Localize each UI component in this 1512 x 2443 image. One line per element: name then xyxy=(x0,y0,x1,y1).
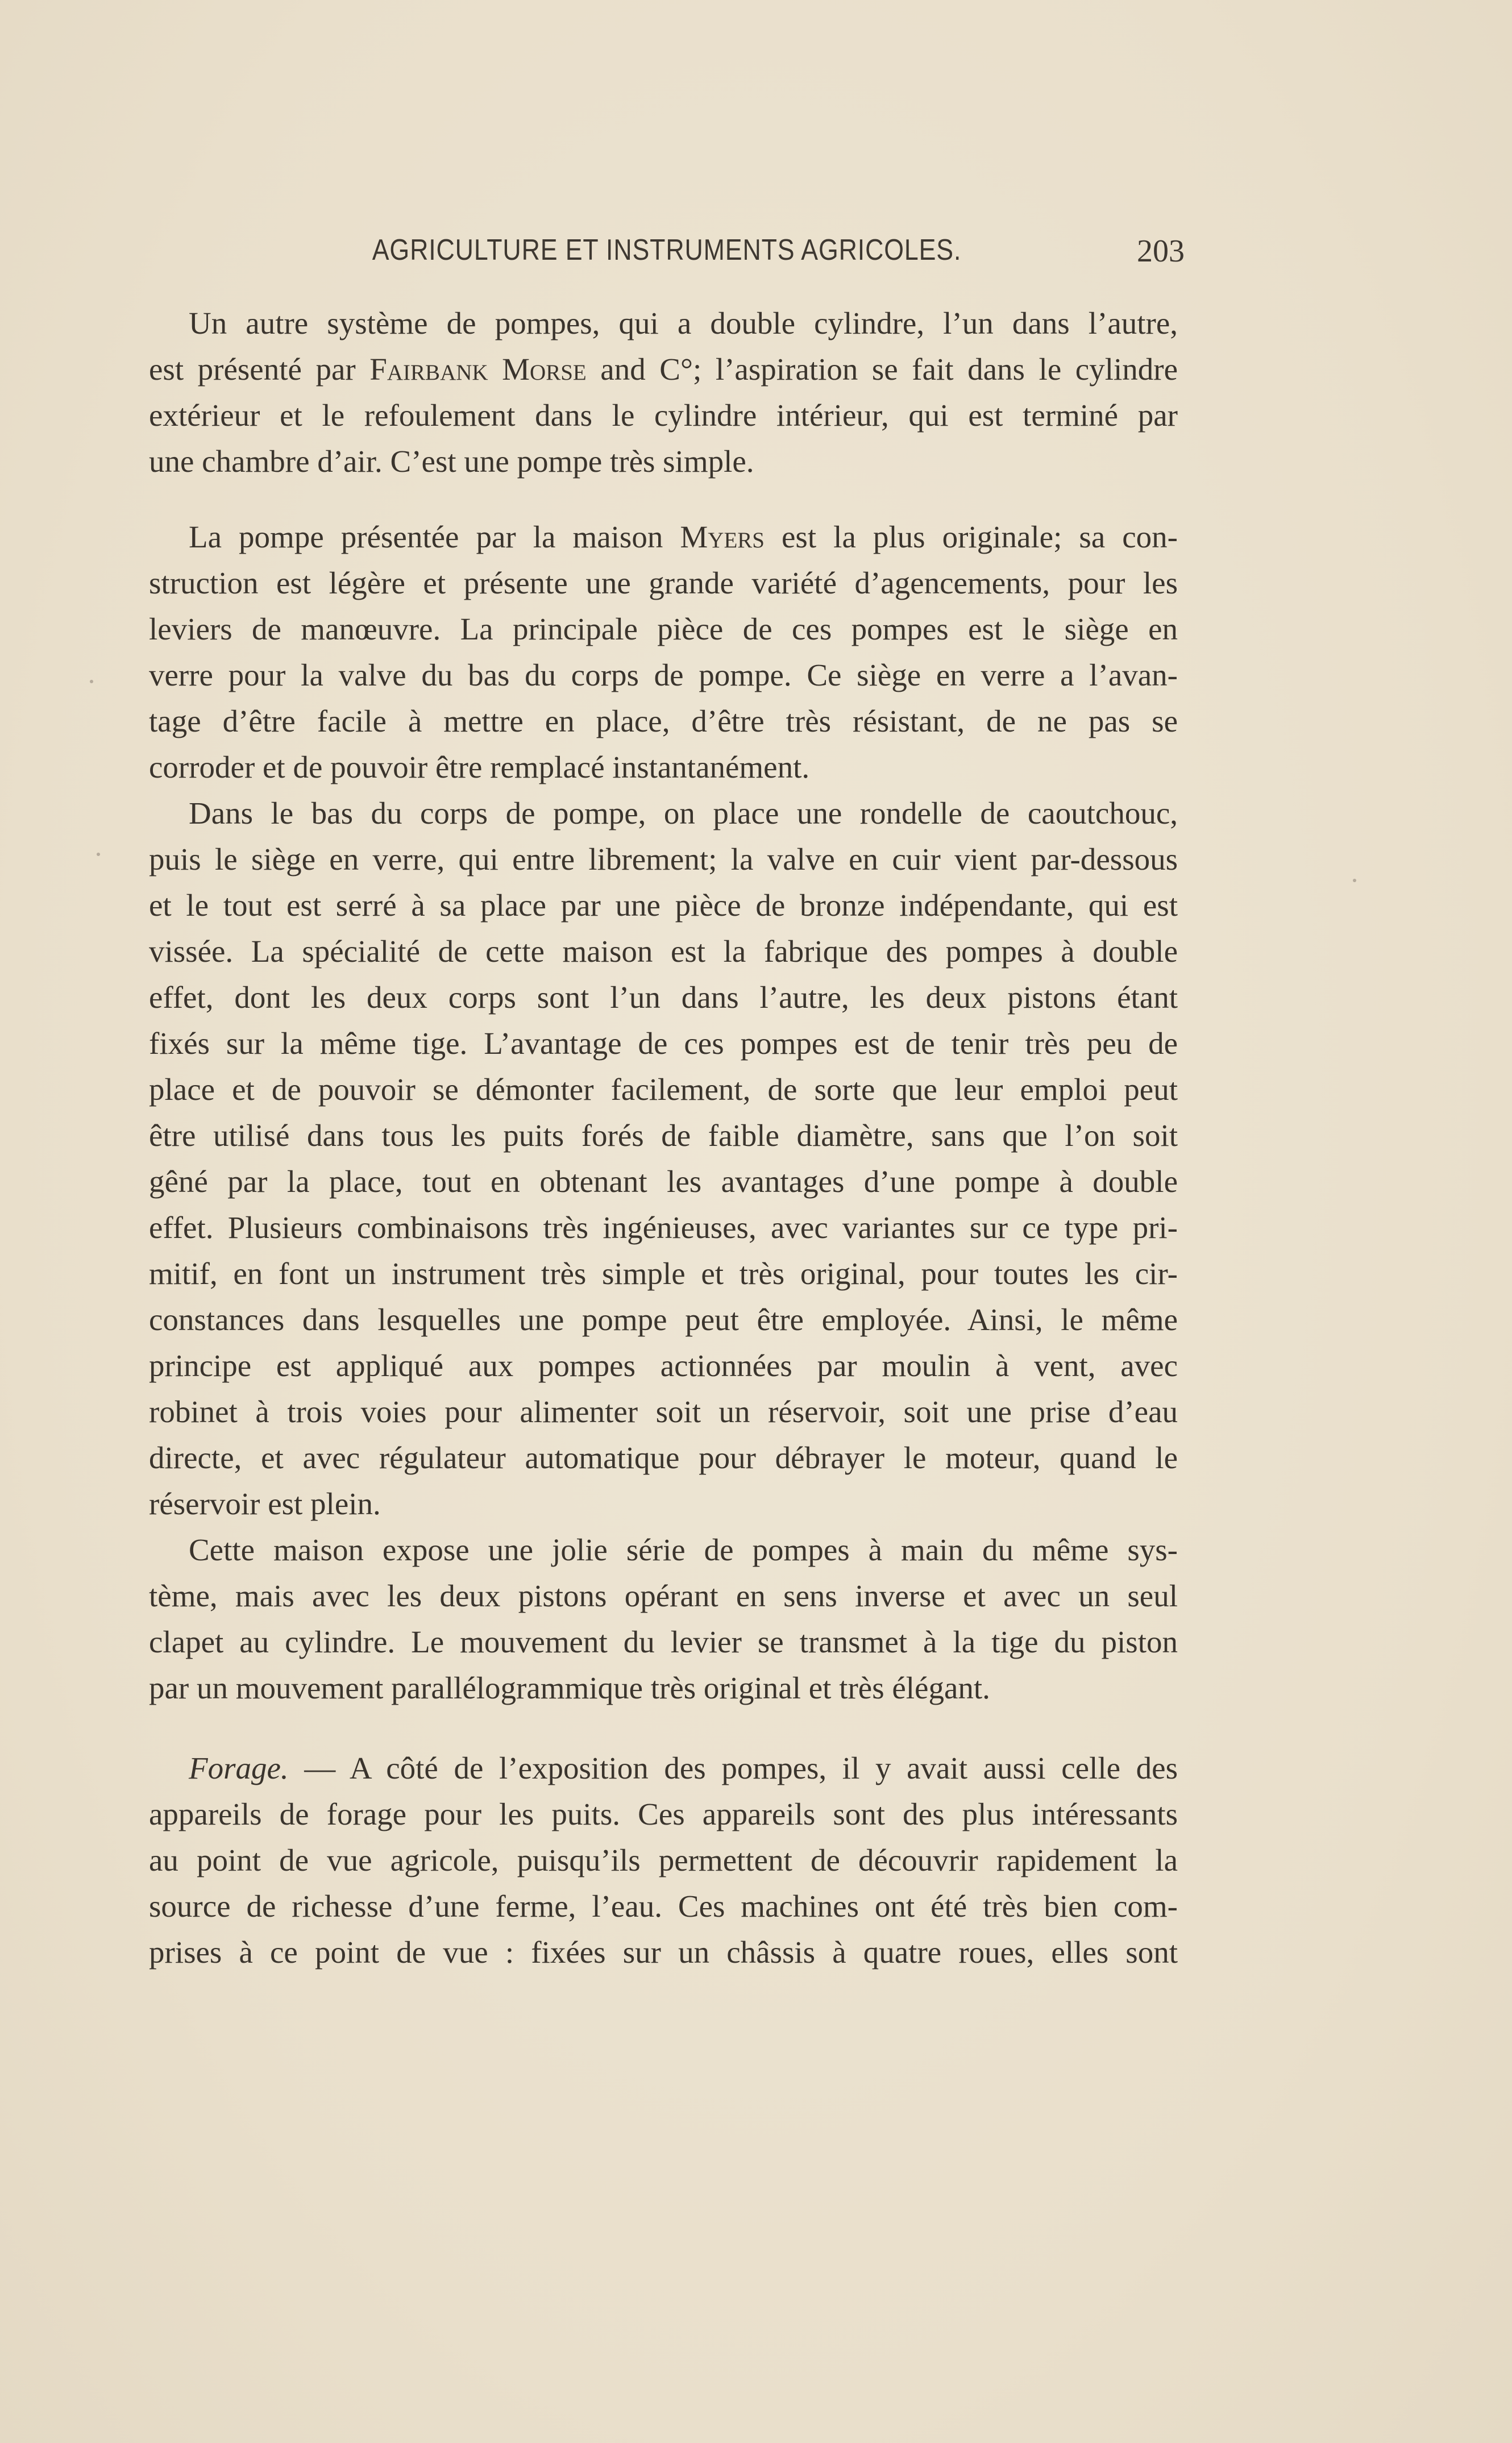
text-run: est la plus originale; sa con- xyxy=(764,520,1178,554)
company-name: Myers xyxy=(680,520,765,554)
paragraph-forage xyxy=(149,1745,1178,1975)
text-line: clapet au cylindre. Le mouvement du levier se transmet à la tige du piston xyxy=(149,1624,1178,1659)
text-line: tage d’être facile à mettre en place, d’être très résistant, de ne pas se xyxy=(149,704,1178,738)
body-text xyxy=(149,300,1178,1975)
paragraph-pompes-fairbank xyxy=(149,300,1178,484)
text-line: gêné par la place, tout en obtenant les avantages d’une pompe à double xyxy=(149,1164,1178,1199)
text-line: Cette maison expose une jolie série de pompes à main du même sys- xyxy=(189,1532,1178,1567)
text-line: extérieur et le refoulement dans le cylindre intérieur, qui est terminé par xyxy=(149,398,1178,433)
text-run: est présenté par xyxy=(149,352,370,387)
text-line: place et de pouvoir se démonter facilement, de sorte que leur emploi peut xyxy=(149,1072,1178,1107)
text-line: vissée. La spécialité de cette maison est la fabrique des pompes à double xyxy=(149,934,1178,969)
text-line: réservoir est plein. xyxy=(149,1486,381,1521)
text-line: et le tout est serré à sa place par une pièce de bronze indépendante, qui est xyxy=(149,888,1178,923)
text-line: robinet à trois voies pour alimenter soit un réservoir, soit une prise d’eau xyxy=(149,1394,1178,1429)
text-line: mitif, en font un instrument très simple et très original, pour toutes les cir- xyxy=(149,1256,1178,1291)
text-line: au point de vue agricole, puisqu’ils permettent de découvrir rapidement la xyxy=(149,1843,1178,1877)
text-line xyxy=(149,514,1178,560)
text-line: constances dans lesquelles une pompe peut être employée. Ainsi, le même xyxy=(149,1302,1178,1337)
page-header xyxy=(149,233,1185,273)
text-line: tème, mais avec les deux pistons opérant en sens inverse et avec un seul xyxy=(149,1578,1178,1613)
text-line: puis le siège en verre, qui entre librement; la valve en cuir vient par-dessous xyxy=(149,842,1178,876)
text-line: prises à ce point de vue : fixées sur un châssis à quatre roues, elles sont xyxy=(149,1935,1178,1970)
text-line: fixés sur la même tige. L’avantage de ces pompes est de tenir très peu de xyxy=(149,1026,1178,1061)
paper-blemish xyxy=(1353,879,1356,882)
section-heading: Forage. xyxy=(189,1751,289,1785)
text-line: Un autre système de pompes, qui a double cylindre, l’un dans l’autre, xyxy=(189,306,1178,340)
text-line: appareils de forage pour les puits. Ces appareils sont des plus intéressants xyxy=(149,1797,1178,1831)
text-line: principe est appliqué aux pompes actionnées par moulin à vent, avec xyxy=(149,1348,1178,1383)
paper-blemish xyxy=(97,853,100,856)
text-run: and C°; l’aspiration se fait dans le cylindre xyxy=(586,352,1178,387)
text-line: être utilisé dans tous les puits forés de faible diamètre, sans que l’on soit xyxy=(149,1118,1178,1153)
page-number: 203 xyxy=(1137,234,1185,269)
paragraph-corps-de-pompe xyxy=(149,790,1178,1527)
paper-blemish xyxy=(90,680,93,683)
text-line: effet. Plusieurs combinaisons très ingénieuses, avec variantes sur ce type pri- xyxy=(149,1210,1178,1245)
text-line: corroder et de pouvoir être remplacé instantanément. xyxy=(149,750,810,784)
text-run: — A côté de l’exposition des pompes, il y avait aussi celle des xyxy=(288,1751,1178,1785)
text-line: struction est légère et présente une grande variété d’agencements, pour les xyxy=(149,566,1178,600)
paragraph-pompe-myers xyxy=(149,514,1178,790)
text-line: par un mouvement parallélogrammique très original et très élégant. xyxy=(149,1671,990,1705)
text-line: directe, et avec régulateur automatique pour débrayer le moteur, quand le xyxy=(149,1440,1178,1475)
text-line: verre pour la valve du bas du corps de pompe. Ce siège en verre a l’avan- xyxy=(149,658,1178,692)
text-line: source de richesse d’une ferme, l’eau. Ces machines ont été très bien com- xyxy=(149,1889,1178,1923)
running-title: AGRICULTURE ET INSTRUMENTS AGRICOLES. xyxy=(372,234,962,267)
text-line xyxy=(149,1745,1178,1791)
text-line xyxy=(149,346,1178,392)
company-name: Fairbank Morse xyxy=(369,352,587,387)
text-line: une chambre d’air. C’est une pompe très simple. xyxy=(149,444,754,479)
paragraph-pompes-a-main xyxy=(149,1527,1178,1711)
text-line: Dans le bas du corps de pompe, on place une rondelle de caoutchouc, xyxy=(189,796,1178,830)
text-run: La pompe présentée par la maison xyxy=(189,520,680,554)
text-line: leviers de manœuvre. La principale pièce de ces pompes est le siège en xyxy=(149,612,1178,646)
text-line: effet, dont les deux corps sont l’un dans l’autre, les deux pistons étant xyxy=(149,980,1178,1015)
